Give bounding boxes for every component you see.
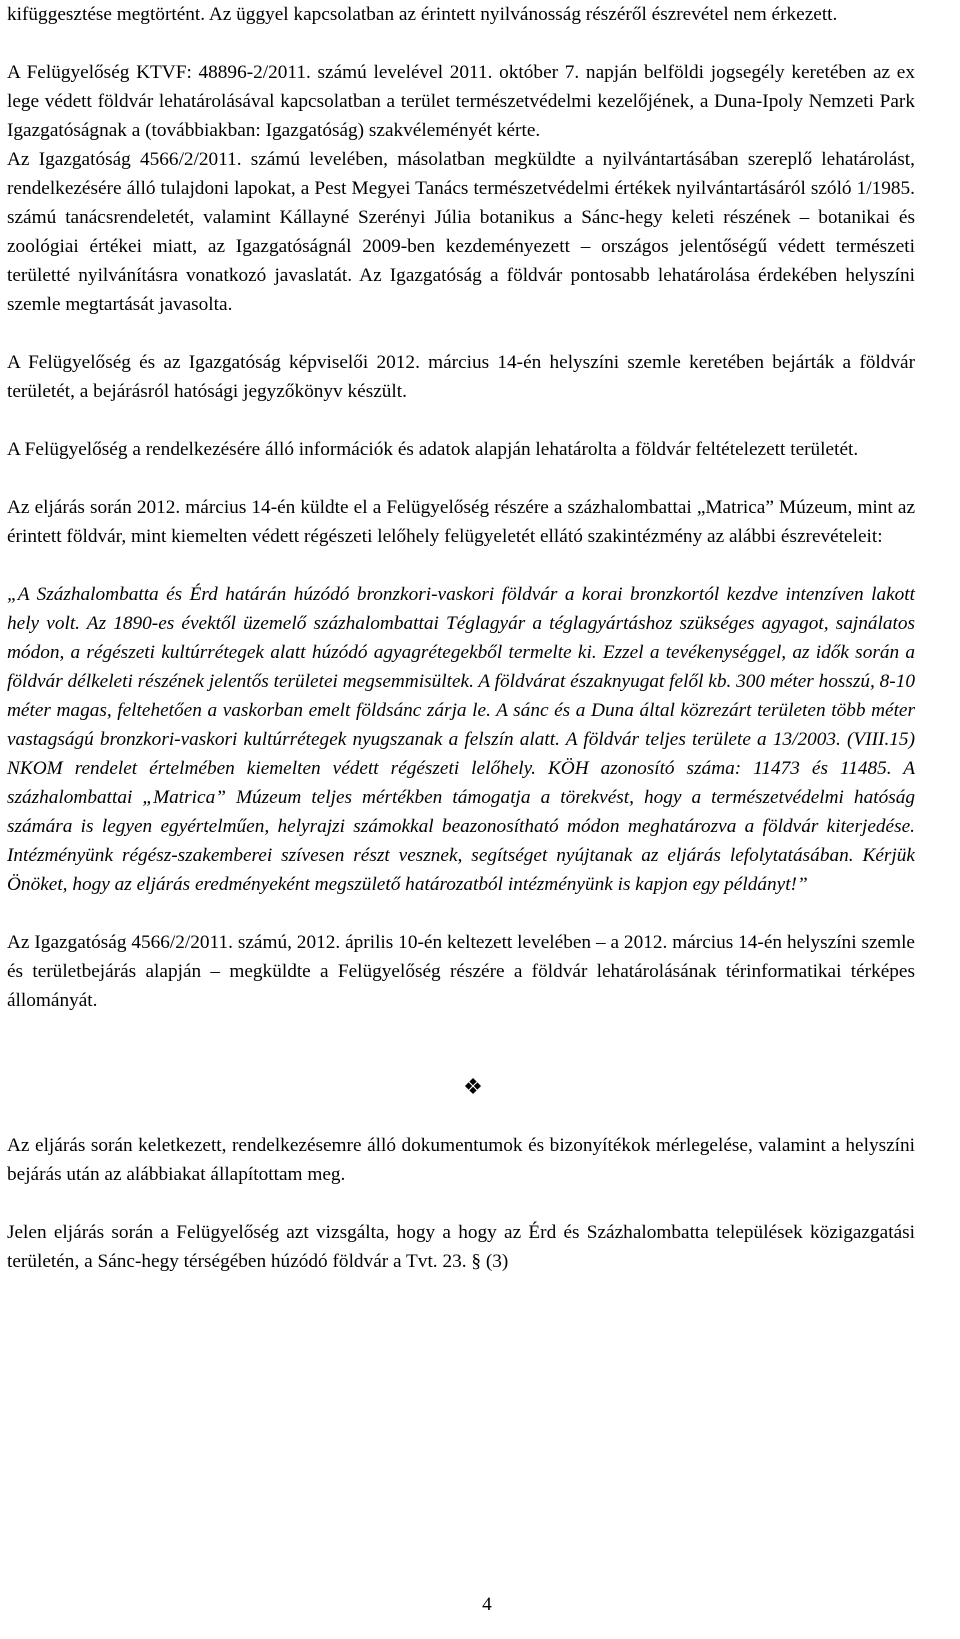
page-number-container [0, 1590, 960, 1619]
paragraph-8: Az Igazgatóság 4566/2/2011. számú, 2012. április 10-én keltezett levelében – a 2012. március 14-én helyszíni szemle és területbejárás alapján – megküldte a Felügyelőség részére a földvár lehatárolásának térinformatikai térképes állományát. [7, 932, 915, 1011]
paragraph-5: A Felügyelőség a rendelkezésére álló információk és adatok alapján lehatárolta a földvár feltételezett területét. [7, 439, 859, 460]
document-page [7, 0, 915, 1276]
paragraph-4: A Felügyelőség és az Igazgatóság képviselői 2012. március 14-én helyszíni szemle keretében bejárták a földvár területét, a bejárásról hatósági jegyzőkönyv készült. [7, 352, 915, 402]
diamond-ornament-icon: ❖ [463, 1075, 483, 1100]
paragraph-2: A Felügyelőség KTVF: 48896-2/2011. számú levelével 2011. október 7. napján belföldi jogsegély keretében az ex lege védett földvár lehatárolásával kapcsolatban a terület természetvédelmi kezelőjének, a Duna-Ipoly Nemzeti Park Igazgatóságnak a (továbbiakban: Igazgatóság) szakvéleményét kérte. [7, 62, 915, 141]
paragraph-10: Jelen eljárás során a Felügyelőség azt vizsgálta, hogy a hogy az Érd és Százhalombatta települések közigazgatási területén, a Sánc-hegy térségében húzódó földvár a Tvt. 23. § (3) [7, 1222, 915, 1272]
paragraph-9: Az eljárás során keletkezett, rendelkezésemre álló dokumentumok és bizonyítékok mérlegelése, valamint a helyszíni bejárás után az alábbiakat állapítottam meg. [7, 1135, 915, 1185]
paragraph-1: kifüggesztése megtörtént. Az üggyel kapcsolatban az érintett nyilvánosság részéről észrevétel nem érkezett. [7, 4, 838, 25]
paragraph-3: Az Igazgatóság 4566/2/2011. számú levelében, másolatban megküldte a nyilvántartásában szereplő lehatárolást, rendelkezésére álló tulajdoni lapokat, a Pest Megyei Tanács természetvédelmi értékek nyilvántartásáról szóló 1/1985. számú tanácsrendeletét, valamint Kállayné Szerényi Júlia botanikus a Sánc-hegy keleti részének – botanikai és zoológiai értékei miatt, az Igazgatóságnál 2009-ben kezdeményezett – országos jelentőségű védett természeti területté nyilvánításra vonatkozó javaslatát. Az Igazgatóság a földvár pontosabb lehatárolása érdekében helyszíni szemle megtartását javasolta. [7, 149, 915, 315]
paragraph-6: Az eljárás során 2012. március 14-én küldte el a Felügyelőség részére a százhalombattai „Matrica” Múzeum, mint az érintett földvár, mint kiemelten védett régészeti lelőhely felügyeletét ellátó szakintézmény az alábbi észrevételeit: [7, 497, 915, 547]
quoted-statement: „A Százhalombatta és Érd határán húzódó bronzkori-vaskori földvár a korai bronzkortól kezdve intenzíven lakott hely volt. Az 1890-es évektől üzemelő százhalombattai Téglagyár a téglagyártáshoz szükséges agyagot, sajnálatos módon, a régészeti kultúrrétegek alatt húzódó agyagrétegekből termelte ki. Ezzel a tevékenységgel, az idők során a földvár délkeleti részének jelentős területei megsemmisültek. A földvárat északnyugat felől kb. 300 méter hosszú, 8-10 méter magas, feltehetően a vaskorban emelt földsánc zárja le. A sánc és a Duna által közrezárt területen több méter vastagságú bronzkori-vaskori kultúrrétegek nyugszanak a felszín alatt. A földvár teljes területe a 13/2003. (VIII.15) NKOM rendelet értelmében kiemelten védett régészeti lelőhely. KÖH azonosító száma: 11473 és 11485. A százhalombattai „Matrica” Múzeum teljes mértékben támogatja a törekvést, hogy a természetvédelmi hatóság számára is legyen egyértelműen, helyrajzi számokkal beazonosítható módon meghatározva a földvár kiterjedése. Intézményünk régész-szakemberei szívesen részt vesznek, segítséget nyújtanak az eljárás lefolytatásában. Kérjük Önöket, hogy az eljárás eredményeként megszülető határozatból intézményünk is kapjon egy példányt!” [7, 584, 915, 895]
page-number: 4 [482, 1594, 492, 1615]
